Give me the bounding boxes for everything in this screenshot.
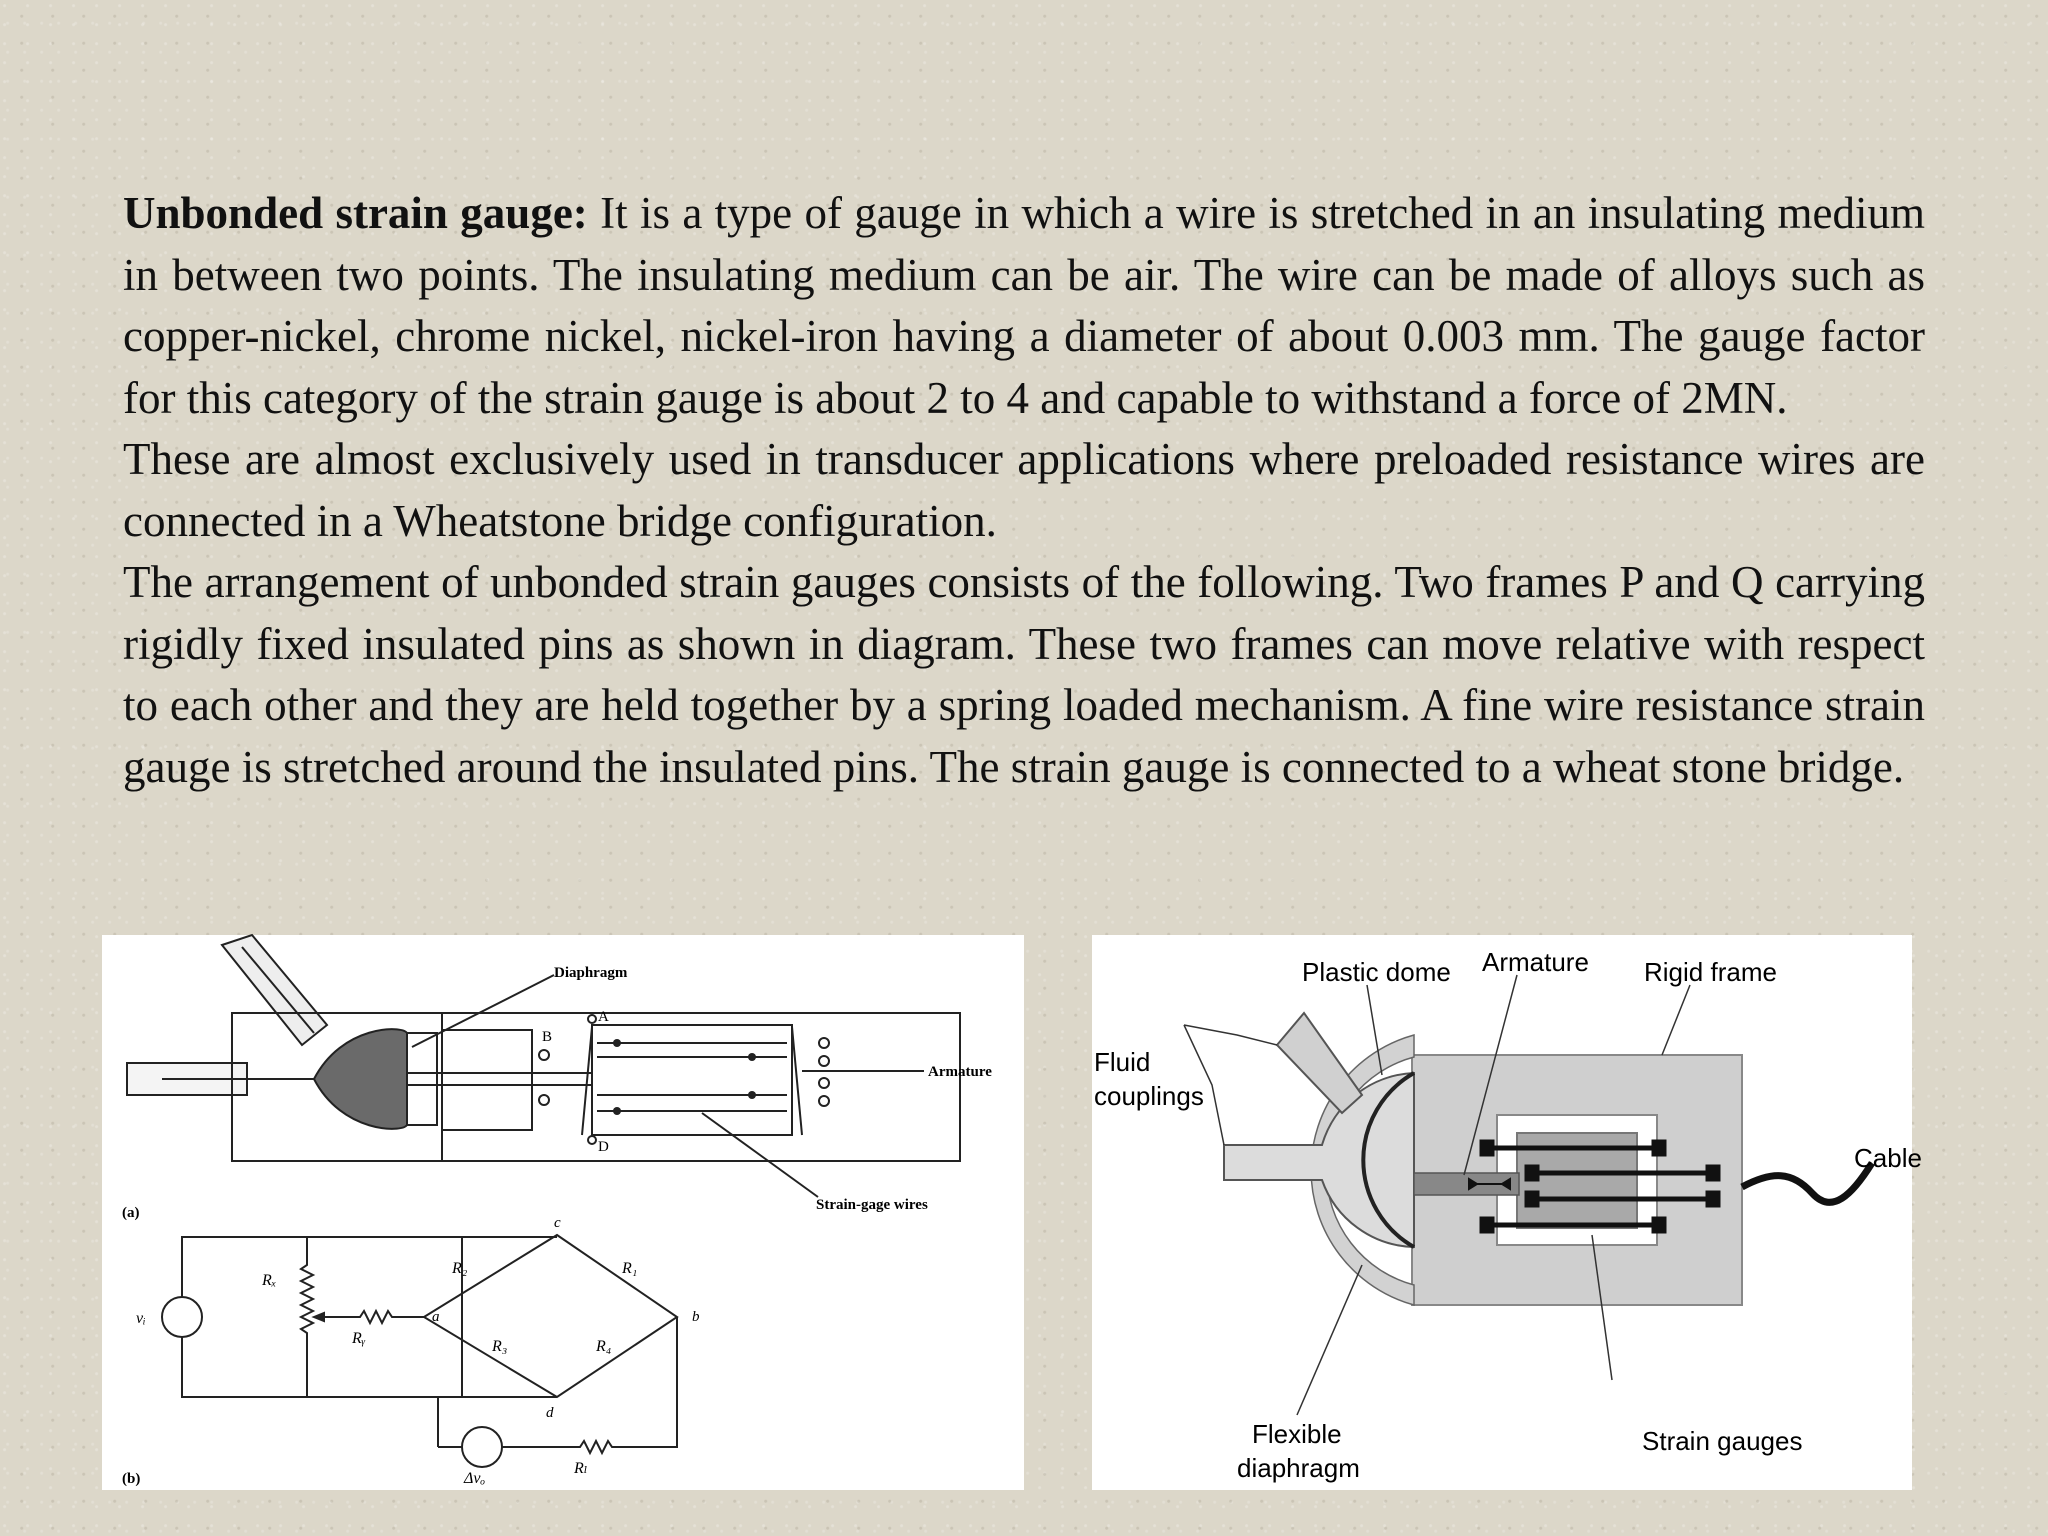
label-plastic-dome: Plastic dome xyxy=(1302,957,1451,987)
label-ry: Rᵧ xyxy=(352,1330,366,1347)
paragraph-arrangement: The arrangement of unbonded strain gauges consists of the following. Two frames P and Q carrying rigidly fixed insulated pins as shown in diagram. These two frames can move relative with respect to each other and they are held together by a spring loaded mechanism. A fine wire resistance strain gauge is stretched around the insulated pins. The strain gauge is connected to a wheat stone bridge. xyxy=(123,557,1925,792)
label-flexible: Flexible xyxy=(1252,1419,1342,1449)
label-pin-d: D xyxy=(598,1139,609,1155)
label-armature: Armature xyxy=(928,1064,992,1080)
label-couplings: couplings xyxy=(1094,1081,1204,1111)
label-node-c: c xyxy=(554,1215,561,1231)
diaphragm-chamber xyxy=(314,1029,407,1129)
label-r4: R₄ xyxy=(596,1338,612,1355)
label-cable: Cable xyxy=(1854,1143,1922,1173)
paragraph-applications: These are almost exclusively used in transducer applications where preloaded resistance wires are connected in a Wheatstone bridge configuration. xyxy=(123,434,1925,546)
label-delta-vo: Δvₒ xyxy=(464,1470,486,1487)
frame-p xyxy=(592,1025,792,1135)
paragraph-lead-term: Unbonded strain gauge: xyxy=(123,188,588,238)
transducer-diagram xyxy=(1092,935,1922,1490)
label-rigid-frame: Rigid frame xyxy=(1644,957,1777,987)
label-r3: R₃ xyxy=(492,1338,508,1355)
fluid-coupling-upper xyxy=(1277,1013,1362,1113)
figure-schematic-and-bridge xyxy=(102,935,1024,1490)
label-r2: R₂ xyxy=(452,1260,468,1277)
label-node-d: d xyxy=(546,1405,554,1421)
label-r1: R₁ xyxy=(622,1260,638,1277)
label-part-a: (a) xyxy=(122,1205,140,1221)
label-diaphragm-right: diaphragm xyxy=(1237,1453,1360,1483)
label-strain-gage-wires: Strain-gage wires xyxy=(816,1197,928,1213)
paragraph-body: It is a type of gauge in which a wire is stretched in an insulating medium in between two points. The insulating medium can be air. The wire can be made of alloys such as copper-nickel, chrome nickel, nickel-iron having a diameter of about 0.003 mm. The gauge factor for this category of the strain gauge is about 2 to 4 and capable to withstand a force of 2MN. xyxy=(123,188,1926,423)
label-rx: Rₓ xyxy=(262,1272,277,1289)
label-armature-right: Armature xyxy=(1482,947,1589,977)
figure-pressure-transducer xyxy=(1092,935,1922,1490)
label-pin-b: B xyxy=(542,1029,553,1045)
label-vi: vᵢ xyxy=(136,1310,146,1327)
label-strain-gauges: Strain gauges xyxy=(1642,1426,1803,1456)
label-pin-a: A xyxy=(598,1009,609,1025)
label-fluid: Fluid xyxy=(1094,1047,1151,1077)
label-rl: Rₗ xyxy=(574,1460,588,1477)
cable xyxy=(1742,1163,1872,1202)
slide-text xyxy=(123,183,1925,798)
label-part-b: (b) xyxy=(122,1471,141,1487)
label-diaphragm: Diaphragm xyxy=(554,965,628,981)
label-node-b: b xyxy=(692,1309,700,1325)
label-node-a: a xyxy=(432,1309,440,1325)
paragraph-unbonded-definition xyxy=(123,183,1925,429)
schematic-diagram xyxy=(102,935,1024,1490)
